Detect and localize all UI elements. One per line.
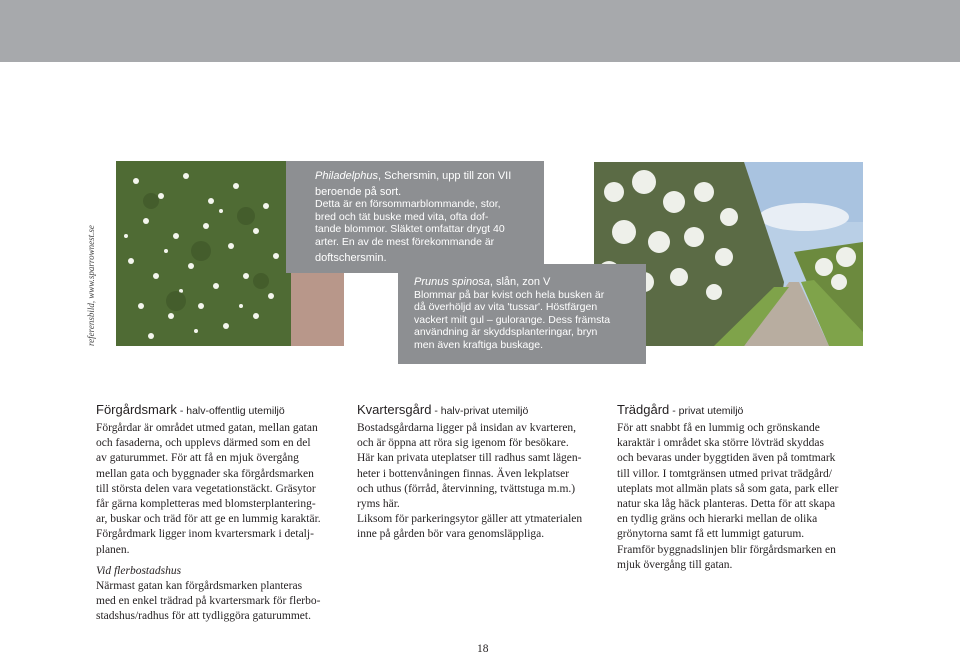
philadelphus-caption: Philadelphus, Schersmin, upp till zon VII beroende på sort. Detta är en försommarblommande, stor, bred och tät buske med vita, ofta dof- tande blommor. Släktet omfattar drygt 40 arter. En av de mest förekommande är doftschersmin. [286,161,544,273]
column-forgardsmark: Förgårdsmark - halv-offentlig utemiljö Förgårdar är området utmed gatan, mellan gatan och fasaderna, och upplevs därmed som en del av gaturummet. För att få en mjuk övergång mellan gata och byggnader ska förgårdsmarken till största delen vara vegetationstäckt. Gräsytor får gärna kompletteras med blomsterplantering- ar, buskar och träd för att ge en lummig karaktär. Förgårdmark ligger inom kvartersmark i detalj- planen. Vid flerbostadshus Närmast gatan kan förgårdsmarken planteras med en enkel trädrad på kvartersmark för flerbo- stadshus/radhus för att tydliggöra gaturummet. [96,402,348,625]
top-bar [0,0,960,62]
column-kvartersgard: Kvartersgård - halv-privat utemiljö Bostadsgårdarna ligger på insidan av kvarteren, och är öppna att röra sig igenom för besökare. Här kan privata uteplatser till radhus samt lägen- heter i bottenvåningen finnas. Även lekplatser och uthus (förråd, återvinning, tvättstuga m.m.) ryms här. Liksom för parkeringsytor gäller att ytmaterialen inne på gården bör vara genomsläppliga. [357,402,612,543]
prunus-caption: Prunus spinosa, slån, zon V Blommar på bar kvist och hela busken är då överhöljd av vita 'tussar'. Höstfärgen vackert milt gul – gulorange. Dess främsta användning är skyddsplanteringar, bryn men även kraftiga buskage. [398,264,646,364]
caption-species-name: Philadelphus [315,170,378,182]
caption-species-name: Prunus spinosa [414,276,490,288]
photo-credit: referensbild, www.sparrownest.se [86,225,96,346]
subsection-heading: Vid flerbostadshus [96,564,182,577]
section-heading: Kvartersgård - halv-privat utemiljö [357,402,529,417]
section-heading: Förgårdsmark - halv-offentlig utemiljö [96,402,285,417]
column-tradgard: Trädgård - privat utemiljö För att snabbt få en lummig och grönskande karaktär i området ska större lövträd skyddas och bevaras under byggtiden även på tomtmark till villor. I tomtgränsen utmed privat trädgård/ uteplats mot allmän plats så som gata, park eller natur ska låg häck planteras. Detta för att skapa en tydlig gräns och hierarki mellan de olika grönytorna samt få ett lummigt gaturum. Framför byggnadslinjen blir förgårdsmarken en mjuk övergång till gatan. [617,402,877,573]
page-number: 18 [477,643,489,655]
section-heading: Trädgård - privat utemiljö [617,402,744,417]
